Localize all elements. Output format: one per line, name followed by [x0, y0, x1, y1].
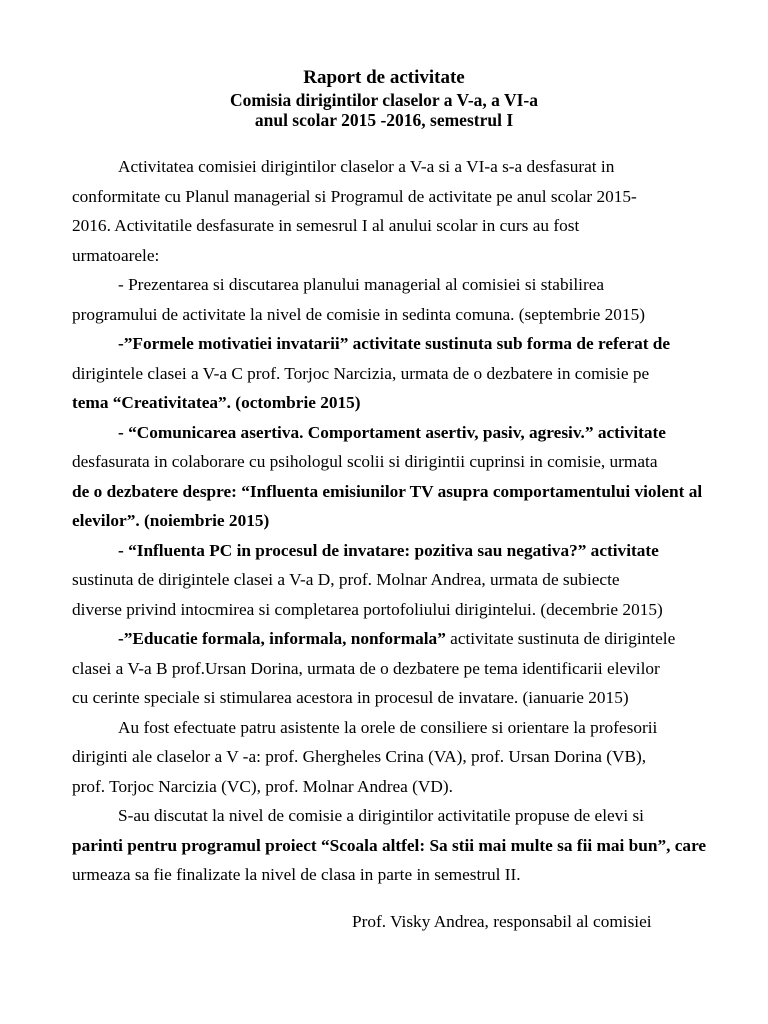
- item2-line-3: [72, 392, 702, 414]
- para2-line-3: prof. Torjoc Narcizia (VC), prof. Molnar Andrea (VD).: [72, 777, 453, 796]
- item4-line-2: sustinuta de dirigintele clasei a V-a D, prof. Molnar Andrea, urmata de subiecte: [72, 570, 620, 589]
- para2-line-2: diriginti ale claselor a V -a: prof. Ghergheles Crina (VA), prof. Ursan Dorina (VB),: [72, 747, 647, 766]
- item3-date: elevilor”. (noiembrie 2015): [72, 511, 270, 530]
- item3-line-2: desfasurata in colaborare cu psihologul scolii si dirigintii cuprinsi in comisie, urmata: [72, 452, 658, 471]
- intro-line-4: urmatoarele:: [72, 246, 160, 265]
- item2-title: -”Formele motivatiei invatarii” activitate sustinuta sub forma de referat de: [118, 334, 671, 353]
- intro-line-1: Activitatea comisiei dirigintilor claselor a V-a si a VI-a s-a desfasurat in: [118, 157, 615, 176]
- item3-topic: de o dezbatere despre: “Influenta emisiunilor TV asupra comportamentului violent al: [72, 482, 703, 501]
- para3-line-1: S-au discutat la nivel de comisie a dirigintilor activitatile propuse de elevi si: [118, 806, 644, 825]
- item5-title-rest: activitate sustinuta de dirigintele: [445, 629, 676, 648]
- intro-line-2: conformitate cu Planul managerial si Programul de activitate pe anul scolar 2015-: [72, 187, 637, 206]
- para3-line-3: urmeaza sa fie finalizate la nivel de clasa in parte in semestrul II.: [72, 865, 521, 884]
- item3-line-3: [72, 481, 702, 503]
- item1-line-1: - Prezentarea si discutarea planului managerial al comisiei si stabilirea: [118, 275, 605, 294]
- item2-line-1: [118, 333, 748, 355]
- intro-line-3: 2016. Activitatile desfasurate in semesrul I al anului scolar in curs au fost: [72, 216, 580, 235]
- item3-line-1: [118, 422, 748, 444]
- item5-line-2: clasei a V-a B prof.Ursan Dorina, urmata de o dezbatere pe tema identificarii elevilor: [72, 659, 660, 678]
- para3-project: parinti pentru programul proiect “Scoala altfel: Sa stii mai multe sa fii mai bun”, care: [72, 836, 707, 855]
- item4-line-3: diverse privind intocmirea si completarea portofoliului dirigintelui. (decembrie 2015): [72, 600, 663, 619]
- item5-title: -”Educatie formala, informala, nonformala”: [118, 629, 446, 648]
- item4-line-1: [118, 540, 748, 562]
- item4-title: - “Influenta PC in procesul de invatare: pozitiva sau negativa?” activitate: [118, 541, 659, 560]
- item3-title: - “Comunicarea asertiva. Comportament asertiv, pasiv, agresiv.” activitate: [118, 423, 666, 442]
- item5-line-3: cu cerinte speciale si stimularea acestora in procesul de invatare. (ianuarie 2015): [72, 688, 629, 707]
- para2-line-1: Au fost efectuate patru asistente la orele de consiliere si orientare la profesorii: [118, 718, 658, 737]
- item2-topic: tema “Creativitatea”. (octombrie 2015): [72, 393, 361, 412]
- signature: Prof. Visky Andrea, responsabil al comisiei: [352, 912, 652, 932]
- item1-line-2: programului de activitate la nivel de comisie in sedinta comuna. (septembrie 2015): [72, 305, 645, 324]
- item5-line-1: [118, 628, 748, 650]
- report-subtitle: Comisia dirigintilor claselor a V-a, a VI-a: [229, 90, 539, 110]
- para3-line-2: [72, 835, 707, 857]
- item2-line-2: dirigintele clasei a V-a C prof. Torjoc Narcizia, urmata de o dezbatere in comisie pe: [72, 364, 650, 383]
- item3-line-4: [72, 510, 702, 532]
- report-year-line: anul scolar 2015 -2016, semestrul I: [254, 110, 514, 130]
- report-title: Raport de activitate: [303, 67, 465, 88]
